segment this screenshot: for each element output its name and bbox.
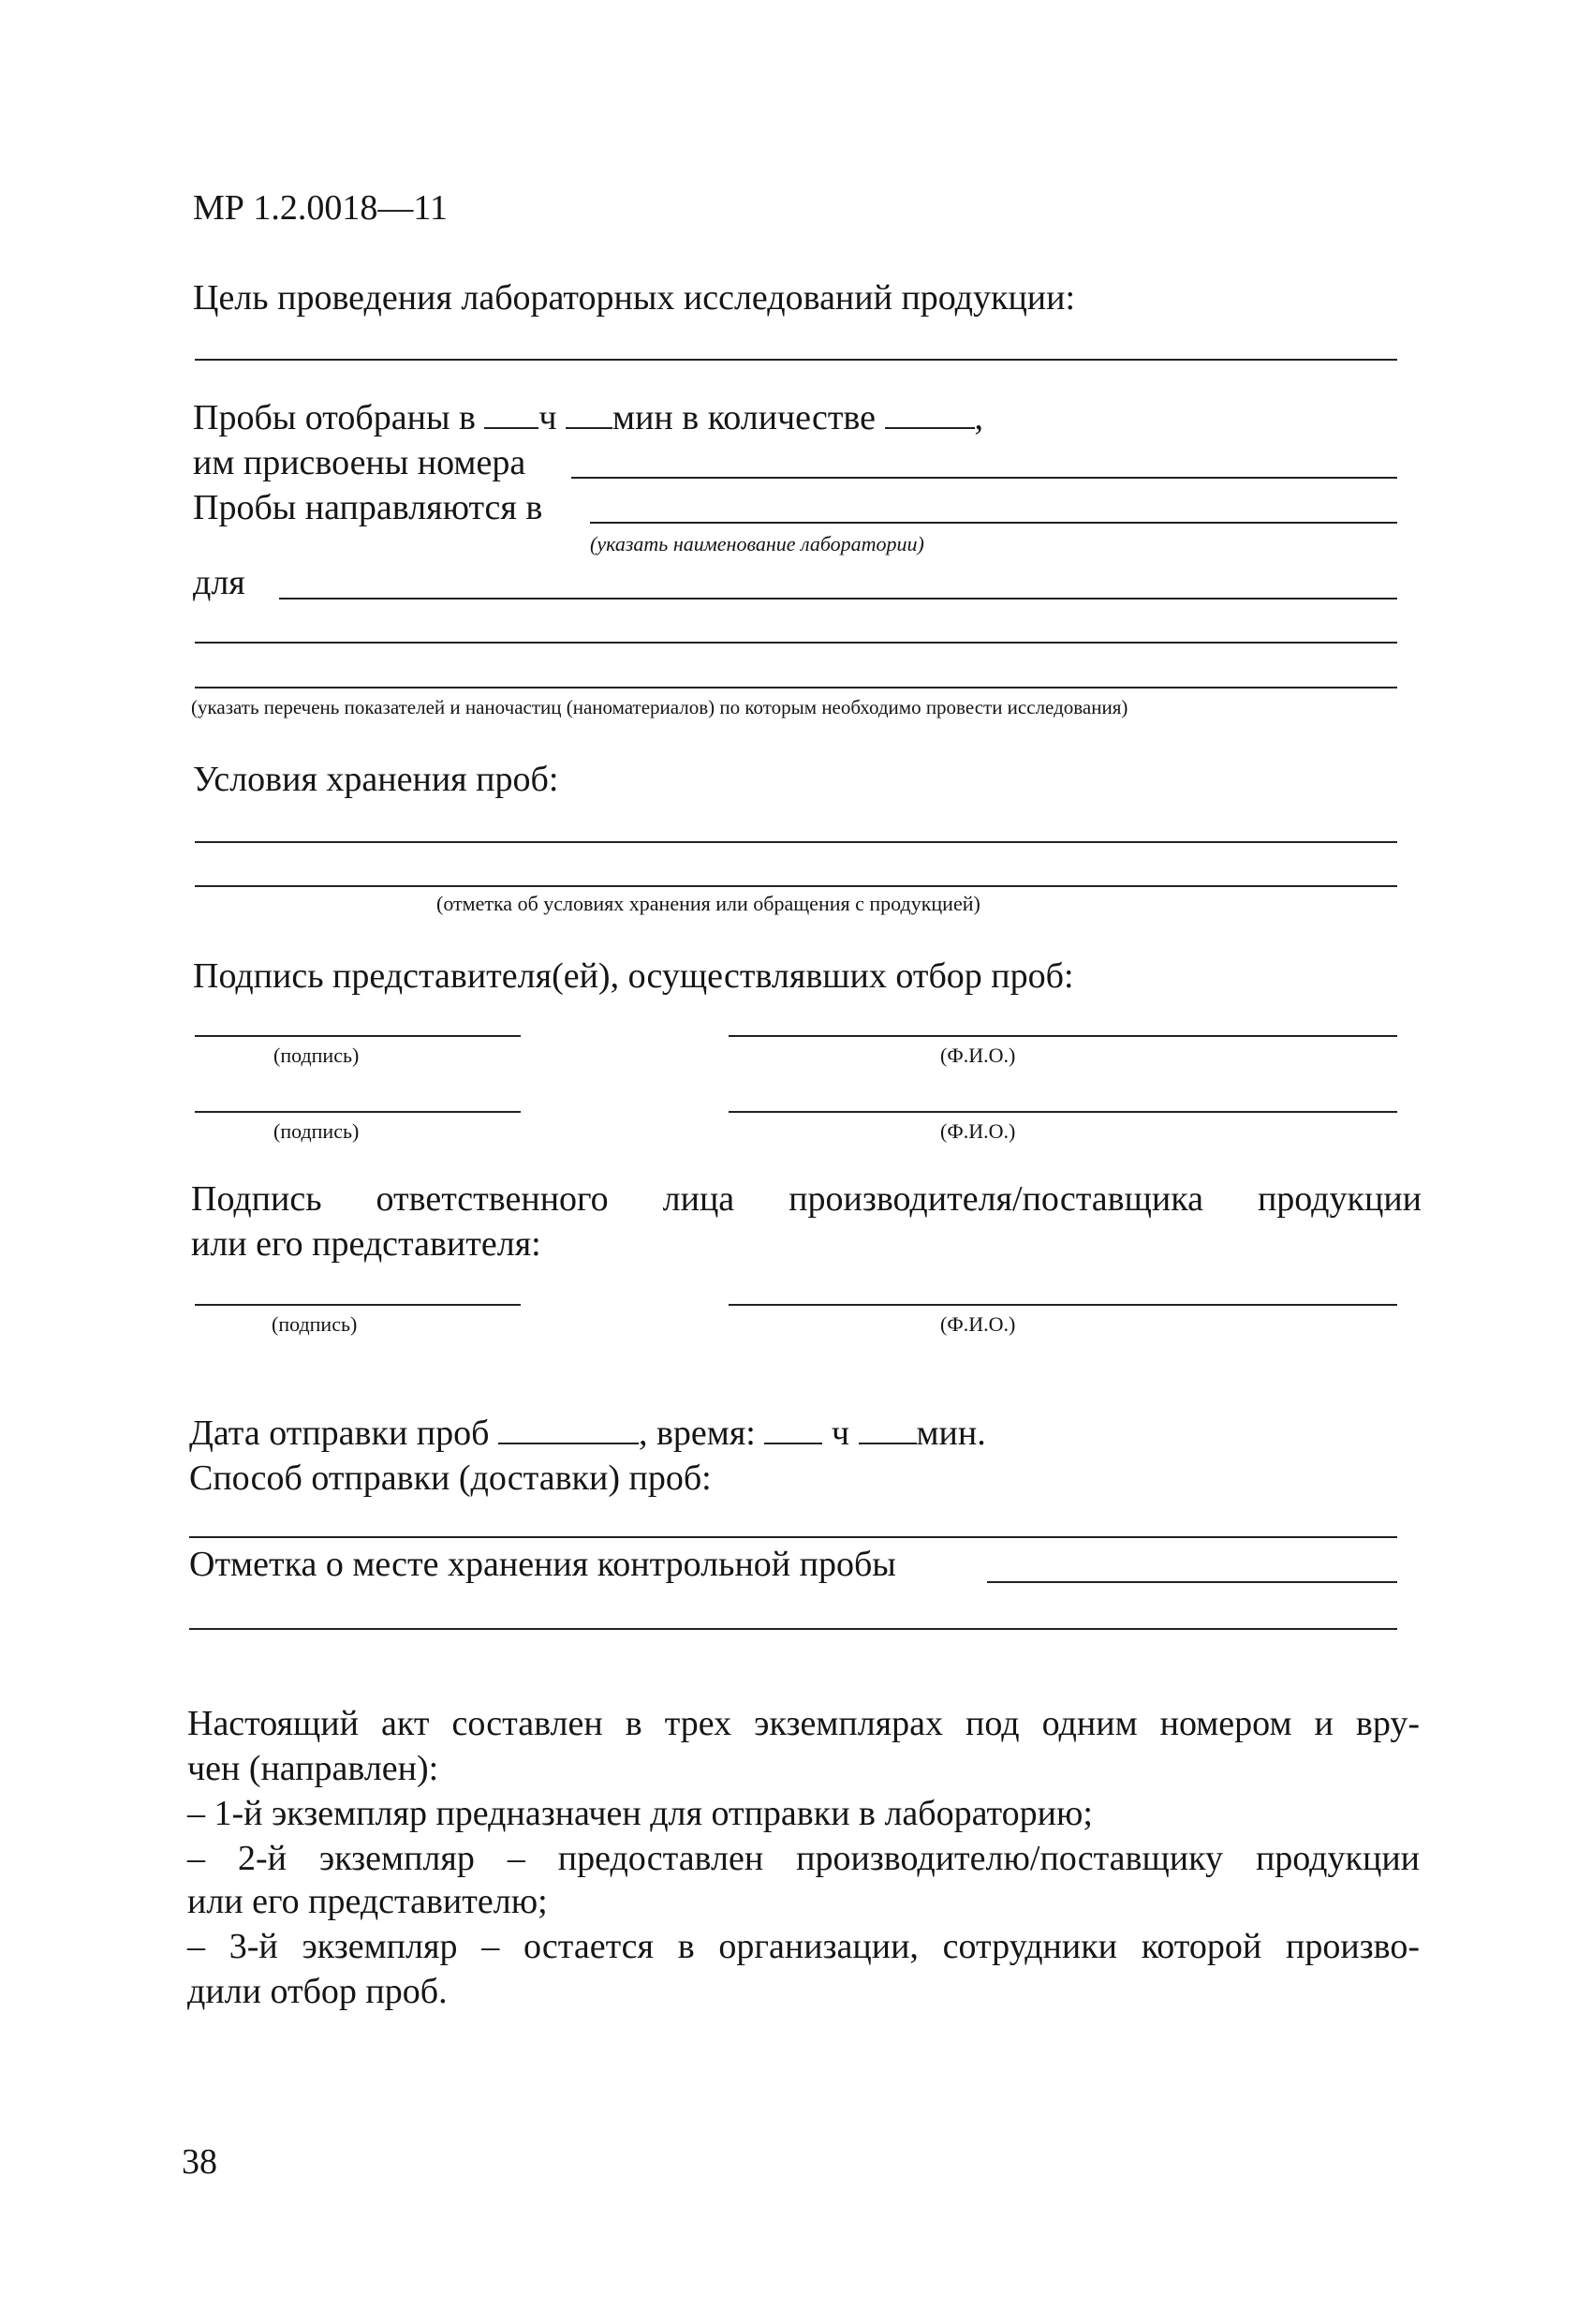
purpose-field[interactable] [195,359,1397,361]
responsible-signature-caption: (подпись) [272,1312,358,1336]
hours-field[interactable] [484,399,538,429]
samples-taken-label: Пробы отобраны в [193,398,476,437]
numbers-label: им присвоены номера [193,443,526,482]
distribution-item3-line1: – 3-й экземпляр – остается в организации, сотрудники которой произво- [187,1927,1420,1966]
for-field-2[interactable] [195,642,1397,644]
responsible-label-line2: или его представителя: [191,1224,541,1264]
name-caption-1: (Ф.И.О.) [940,1044,1016,1067]
laboratory-field[interactable] [590,522,1397,524]
dispatch-line [189,1413,986,1454]
dispatch-date-label: Дата отправки проб [189,1414,490,1453]
quantity-field[interactable] [885,399,975,429]
dispatch-hours-unit: ч [831,1414,849,1453]
storage-caption: (отметка об условиях хранения или обращения с продукцией) [436,892,980,915]
signature-field-1[interactable] [195,1035,521,1037]
distribution-item1: – 1-й экземпляр предназначен для отправки в лабораторию; [187,1794,1093,1833]
name-field-1[interactable] [729,1035,1397,1037]
representatives-label: Подпись представителя(ей), осуществлявших отбор проб: [193,956,1074,996]
distribution-item2-line1: – 2-й экземпляр – предоставлен производителю/поставщику продукции [187,1839,1420,1878]
document-code: МР 1.2.0018—11 [193,188,449,228]
hours-unit: ч [538,398,557,437]
signature-caption-2: (подпись) [273,1119,360,1143]
quantity-label: мин в количестве [612,398,877,437]
responsible-signature-field[interactable] [195,1304,521,1306]
for-field-3[interactable] [195,687,1397,688]
storage-label: Условия хранения проб: [193,760,559,799]
signature-field-2[interactable] [195,1111,521,1113]
distribution-item2-line2: или его представителю; [187,1882,548,1921]
signature-caption-1: (подпись) [273,1044,360,1067]
distribution-line1: Настоящий акт составлен в трех экземплярах под одним номером и вру- [187,1704,1420,1743]
control-sample-label: Отметка о месте хранения контрольной пробы [189,1545,896,1584]
responsible-label-line1: Подпись ответственного лица производителя/поставщика продукции [191,1179,1422,1219]
comma: , [974,398,984,437]
distribution-item3-line2: дили отбор проб. [187,1972,448,2011]
laboratory-caption: (указать наименование лаборатории) [590,532,924,555]
dispatch-date-field[interactable] [498,1414,639,1444]
for-field-1[interactable] [279,598,1397,600]
distribution-line2: чен (направлен): [187,1749,439,1788]
purpose-label: Цель проведения лабораторных исследований продукции: [193,278,1076,318]
dispatch-minutes-unit: мин. [916,1414,986,1453]
dispatch-method-field[interactable] [189,1536,1397,1538]
control-sample-field-2[interactable] [189,1628,1397,1630]
name-field-2[interactable] [729,1111,1397,1113]
name-caption-2: (Ф.И.О.) [940,1119,1016,1143]
sent-to-label: Пробы направляются в [193,488,543,527]
dispatch-minutes-field[interactable] [859,1414,917,1444]
page-number: 38 [182,2142,217,2182]
numbers-field[interactable] [571,477,1397,479]
indicators-caption: (указать перечень показателей и наночастиц (наноматериалов) по которым необходимо провести исследования) [191,696,1128,718]
minutes-field[interactable] [566,399,612,429]
control-sample-field-1[interactable] [987,1581,1397,1583]
dispatch-hours-field[interactable] [764,1414,822,1444]
storage-field-2[interactable] [195,885,1397,887]
dispatch-time-label: , время: [638,1414,756,1453]
for-label: для [193,563,245,602]
responsible-name-field[interactable] [729,1304,1397,1306]
dispatch-method-label: Способ отправки (доставки) проб: [189,1458,712,1498]
responsible-name-caption: (Ф.И.О.) [940,1312,1016,1336]
samples-taken-line [193,397,983,438]
storage-field-1[interactable] [195,841,1397,843]
